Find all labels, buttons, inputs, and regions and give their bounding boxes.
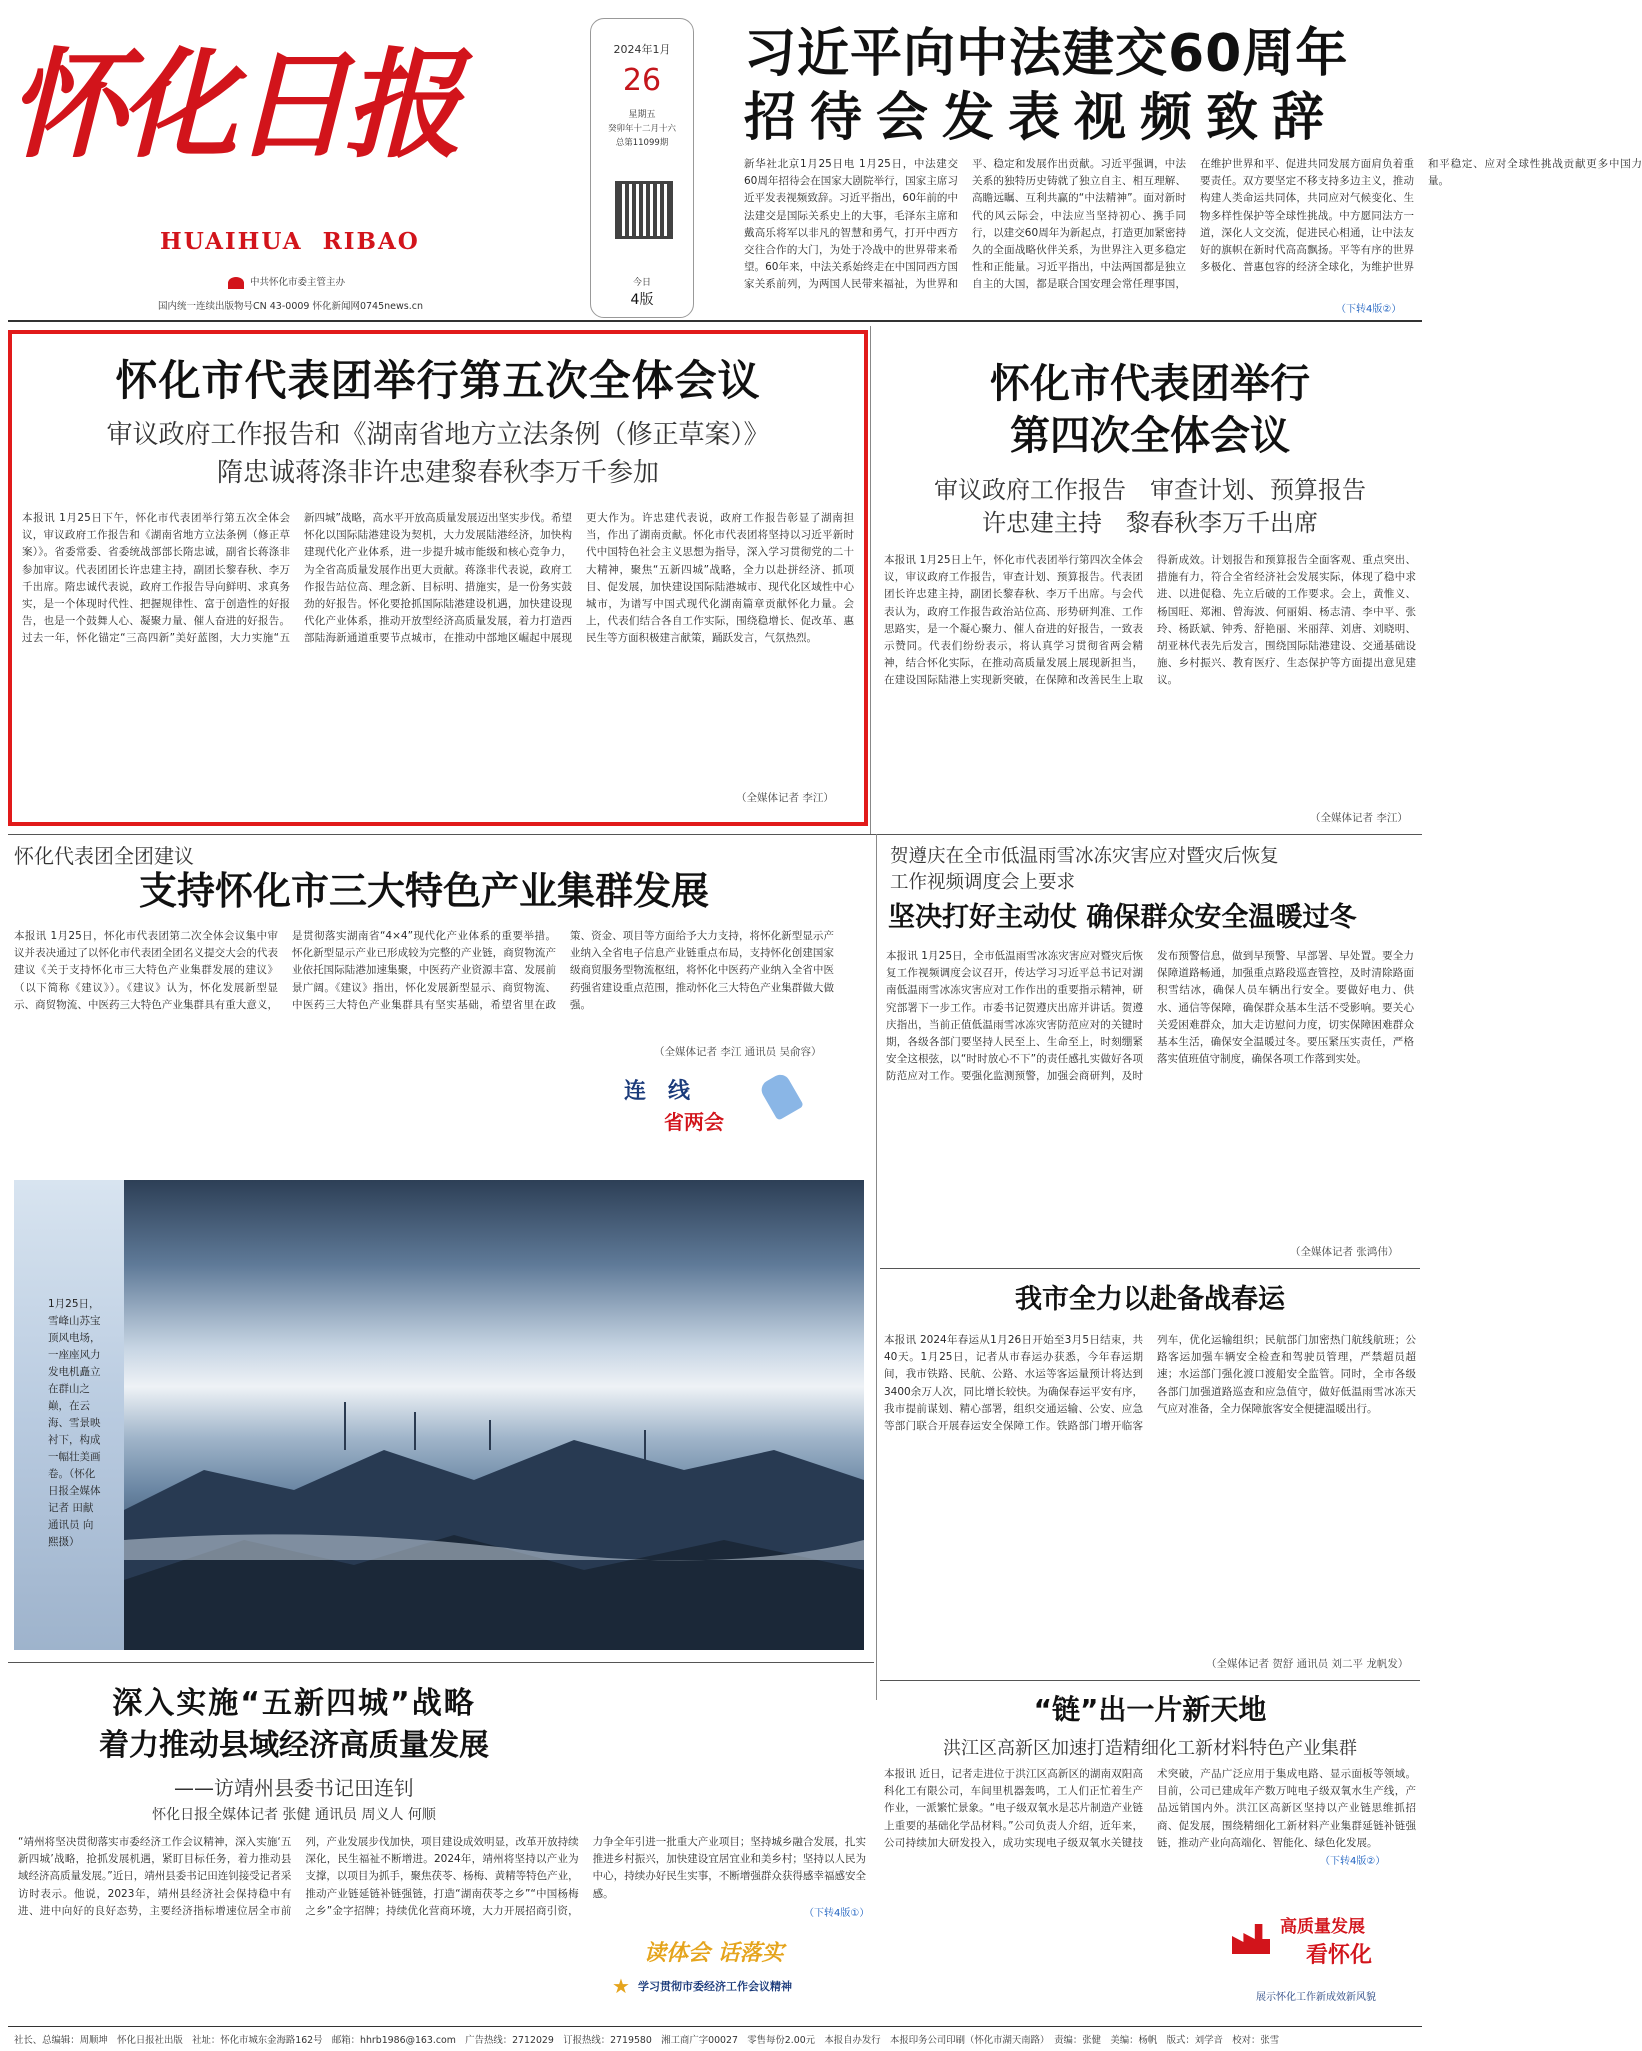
- factory-icon: [1232, 1924, 1270, 1954]
- story-d-body: 本报讯 1月25日，全市低温雨雪冰冻灾害应对暨灾后恢复工作视频调度会议召开，传达学习习近平总书记对湖南低温雨雪冰冻灾害应对工作作出的重要指示精神，研究部署下一步工作。市委书记贺遵庆出席并讲话。贺遵庆指出，当前正值低温雨雪冰冻灾害防范应对的关键时期，各级各部门要坚持人民至上、生命至上，时刻绷紧安全这根弦，以“时时放心不下”的责任感扎实做好各项防范应对工作。要强化监测预警，加强会商研判，及时发布预警信息，做到早预警、早部署、早处置。要全力保障道路畅通，加强重点路段巡查管控，及时清除路面积雪结冰，确保人员车辆出行安全。要做好电力、供水、通信等保障，确保群众基本生活不受影响。要关心关爱困难群众，加大走访慰问力度，切实保障困难群众基本生活，确保安全温暖过冬。要压紧压实责任，严格落实值班值守制度，确保各项工作落到实处。: [886, 950, 1414, 1083]
- publisher-logo-icon: [228, 277, 244, 289]
- weekday: 星期五: [628, 110, 656, 120]
- publisher: 中共怀化市委主管主办: [250, 277, 346, 288]
- wind-turbine-icon: [414, 1412, 416, 1450]
- story-b-body: 本报讯 1月25日上午，怀化市代表团举行第四次全体会议，审议政府工作报告，审查计划、预算报告。代表团团长许忠建主持，副团长黎春秋、李万千出席。与会代表认为，政府工作报告政治站位高、形势研判准、工作思路实，是一个凝心聚力、催人奋进的好报告，一致表示赞同。代表们纷纷表示，将认真学习贯彻省两会精神，结合怀化实际，在推动高质量发展上展现新担当，在建设国际陆港上实现新突破，在保障和改善民生上取得新成效。计划报告和预算报告全面客观、重点突出、措施有力，符合全省经济社会发展实际，体现了稳中求进、以进促稳、先立后破的工作要求。会上，黄惟义、杨国旺、郑湘、曾海波、何丽娟、杨志清、李中平、张玲、杨跃斌、钟秀、舒艳丽、米丽萍、刘唐、刘晓明、胡亚林代表先后发言，围绕国际陆港建设、交通基础设施、乡村振兴、教育医疗、生态保护等方面提出意见建议。: [884, 554, 1416, 687]
- story-b-subtitle: 审议政府工作报告 审查计划、预算报告: [934, 476, 1366, 504]
- wind-turbine-icon: [344, 1402, 346, 1450]
- star-icon: ★: [612, 1974, 630, 1998]
- lunar-date: 癸卯年十二月十六: [607, 124, 676, 134]
- story-g-jump-link[interactable]: （下转4版②）: [1316, 1852, 1385, 1867]
- story-c-kicker: 怀化代表团全团建议: [14, 844, 194, 868]
- story-d-byline: （全媒体记者 张鸿伟）: [1290, 1246, 1399, 1258]
- pages-label: 今日: [632, 278, 651, 288]
- story-f-body: “靖州将坚决贯彻落实市委经济工作会议精神，深入实施‘五新四城’战略，抢抓发展机遇，紧盯目标任务，着力推动县域经济高质量发展。”近日，靖州县委书记田连钊接受记者采访时表示。他说，2023年，靖州县经济社会保持稳中有进、进中向好的良好态势，主要经济指标增速位居全市前列，产业发展步伐加快，项目建设成效明显，改革开放持续深化，民生福祉不断增进。2024年，靖州将坚持以产业为支撑，以项目为抓手，聚焦茯苓、杨梅、黄精等特色产业，推动产业链延链补链强链，打造“湖南茯苓之乡”“中国杨梅之乡”金字招牌；持续优化营商环境，大力开展招商引资，力争全年引进一批重大产业项目；坚持城乡融合发展，扎实推进乡村振兴，加快建设宜居宜业和美乡村；坚持以人民为中心，持续办好民生实事，不断增强群众获得感幸福感安全感。: [18, 1836, 866, 1917]
- registration-info: 国内统一连续出版物号CN 43-0009 怀化新闻网0745news.cn: [158, 301, 423, 312]
- story-b-byline: （全媒体记者 李江）: [1310, 812, 1408, 824]
- story-f-title-line2[interactable]: 着力推动县域经济高质量发展: [99, 1728, 489, 1763]
- story-f-byline: 怀化日报全媒体记者 张健 通讯员 周义人 何顺: [152, 1807, 436, 1823]
- top-story-title-line1[interactable]: 习近平向中法建交60周年: [744, 24, 1349, 84]
- top-story-body: 新华社北京1月25日电 1月25日，中法建交60周年招待会在国家大剧院举行，国家主席习近平发表视频致辞。习近平指出，60年前的中法建交是国际关系史上的大事，毛泽东主席和戴高乐将军以非凡的智慧和勇气，打开中西方交往合作的大门，为处于冷战中的世界带来希望。60年来，中法关系始终走在中国同西方国家关系前列，为两国人民带来福祉，为世界和平、稳定和发展作出贡献。习近平强调，中法关系的独特历史铸就了独立自主、相互理解、高瞻远瞩、互利共赢的“中法精神”。面对新时代的风云际会，中法应当坚持初心、携手同行，以建交60周年为新起点，打造更加紧密持久的全面战略伙伴关系，为世界注入更多稳定性和正能量。习近平指出，中法两国都是独立自主的大国，都是联合国安理会常任理事国，在维护世界和平、促进共同发展方面肩负着重要责任。双方要坚定不移支持多边主义，推动构建人类命运共同体，共同应对气候变化、生物多样性保护等全球性挑战。中方愿同法方一道，深化人文交流，促进民心相通，让中法友好的旗帜在新时代高高飘扬。平等有序的世界多极化、普惠包容的经济全球化，为维护世界和平稳定、应对全球性挑战贡献更多中国力量。: [744, 158, 1642, 291]
- story-c-byline: （全媒体记者 李江 通讯员 吴俞容）: [650, 1044, 822, 1059]
- story-b-title-line1[interactable]: 怀化市代表团举行: [990, 361, 1310, 407]
- microphone-icon: [758, 1071, 804, 1121]
- story-a-byline: （全媒体记者 李江）: [736, 792, 834, 804]
- story-a-title[interactable]: 怀化市代表团举行第五次全体会议: [115, 356, 761, 405]
- gzl-badge-line3: 展示怀化工作新成效新风貌: [1256, 1992, 1376, 2003]
- dutihui-badge-line2: 学习贯彻市委经济工作会议精神: [638, 1980, 792, 1993]
- gzl-badge: [1226, 1896, 1422, 2014]
- story-e-body: 本报讯 2024年春运从1月26日开始至3月5日结束，共40天。1月25日，记者从市春运办获悉，今年春运期间，我市铁路、民航、公路、水运等客运量预计将达到3400余万人次，同比增长较快。为确保春运平安有序，我市提前谋划、精心部署，组织交通运输、公安、应急等部门联合开展春运安全保障工作。铁路部门增开临客列车，优化运输组织；民航部门加密热门航线航班；公路客运加强车辆安全检查和驾驶员管理，严禁超员超速；水运部门强化渡口渡船安全监管。同时，全市各级各部门加强道路巡查和应急值守，做好低温雨雪冰冻天气应对准备，全力保障旅客安全便捷温暖出行。: [884, 1334, 1416, 1433]
- lianxian-badge-line1: 连 线: [624, 1079, 691, 1104]
- gzl-badge-line1: 高质量发展: [1280, 1917, 1365, 1937]
- lianxian-badge: [610, 1070, 810, 1140]
- wind-turbine-icon: [644, 1430, 646, 1460]
- story-d-top-line1: 贺遵庆在全市低温雨雪冰冻灾害应对暨灾后恢复: [890, 846, 1279, 867]
- story-b-attendees: 许忠建主持 黎春秋李万千出席: [982, 509, 1318, 537]
- story-a-subtitle: 审议政府工作报告和《湖南省地方立法条例（修正草案）》: [106, 420, 770, 450]
- story-f-subtitle: ——访靖州县委书记田连钊: [174, 1776, 414, 1800]
- story-c-body: 本报讯 1月25日，怀化市代表团第二次全体会议集中审议并表决通过了以怀化市代表团全团名义提交大会的代表建议《关于支持怀化市三大特色产业集群发展的建议》（以下简称《建议》）。《建议》认为，怀化发展新型显示、商贸物流、中医药三大特色产业集群具有重大意义，是贯彻落实湖南省“4×4”现代化产业体系的重要举措。怀化新型显示产业已形成较为完整的产业链，商贸物流产业依托国际陆港加速集聚，中医药产业资源丰富、发展前景广阔。《建议》指出，怀化发展新型显示、商贸物流、中医药三大特色产业集群具有坚实基础，希望省里在政策、资金、项目等方面给予大力支持，将怀化新型显示产业纳入全省电子信息产业链重点布局，支持怀化创建国家级商贸服务型物流枢纽，将怀化中医药产业纳入全省中医药强省建设重点范围，推动怀化三大特色产业集群做大做强。: [14, 930, 834, 1011]
- dutihui-badge-line1: 读体会 话落实: [644, 1941, 784, 1966]
- dutihui-badge: [598, 1930, 848, 2014]
- date-year-month: 2024年1月: [613, 43, 671, 56]
- story-e-title[interactable]: 我市全力以赴备战春运: [1015, 1284, 1285, 1315]
- landscape-photo: [124, 1180, 864, 1650]
- story-c-title[interactable]: 支持怀化市三大特色产业集群发展: [138, 869, 709, 913]
- story-g-title[interactable]: “链”出一片新天地: [1033, 1693, 1267, 1726]
- story-f-title-line1[interactable]: 深入实施“五新四城”战略: [112, 1686, 476, 1721]
- wind-turbine-icon: [489, 1420, 491, 1450]
- story-d-title[interactable]: 坚决打好主动仗 确保群众安全温暖过冬: [888, 902, 1357, 933]
- issue-number: 总第11099期: [615, 138, 669, 148]
- story-g-body: 本报讯 近日，记者走进位于洪江区高新区的湖南双阳高科化工有限公司，车间里机器轰鸣，工人们正忙着生产作业，一派繁忙景象。“电子级双氧水是芯片制造产业链上重要的基础化学品材料。”公司负责人介绍，近年来，公司持续加大研发投入，成功实现电子级双氧水关键技术突破，产品广泛应用于集成电路、显示面板等领域。目前，公司已建成年产数万吨电子级双氧水生产线，产品远销国内外。洪江区高新区坚持以产业链思维抓招商、促发展，围绕精细化工新材料产业集群延链补链强链，推动产业向高端化、智能化、绿色化发展。: [884, 1768, 1416, 1849]
- top-story-title-line2[interactable]: 招待会发表视频致辞: [744, 88, 1339, 148]
- story-a-attendees: 隋忠诚蒋涤非许忠建黎春秋李万千参加: [216, 458, 659, 488]
- top-story-jump-link[interactable]: （下转4版②）: [1336, 304, 1402, 315]
- date-box: [590, 18, 694, 318]
- lianxian-badge-line2: 省两会: [664, 1110, 724, 1134]
- story-e-byline: （全媒体记者 贺舒 通讯员 刘二平 龙帆发）: [1206, 1658, 1409, 1670]
- story-b-title-line2[interactable]: 第四次全体会议: [1010, 413, 1290, 459]
- story-g-subtitle: 洪江区高新区加速打造精细化工新材料特色产业集群: [943, 1738, 1357, 1759]
- newspaper-pinyin: HUAIHUA RIBAO: [160, 228, 420, 255]
- story-f-jump-link[interactable]: （下转4版①）: [800, 1904, 869, 1919]
- photo-caption: 1月25日，雪峰山苏宝顶风电场，一座座风力发电机矗立在群山之巅，在云海、雪景映衬下，构成一幅壮美画卷。（怀化日报全媒体记者 田献 通讯员 向熙摄）: [48, 1298, 101, 1548]
- gzl-badge-line2: 看怀化: [1306, 1943, 1373, 1968]
- newspaper-logo: 怀化日报: [8, 35, 457, 174]
- pages-count: 4版: [630, 292, 654, 308]
- qr-code-icon[interactable]: [615, 181, 673, 239]
- story-d-top-line2: 工作视频调度会上要求: [890, 872, 1076, 893]
- date-day: 26: [622, 63, 662, 98]
- story-a-body: 本报讯 1月25日下午，怀化市代表团举行第五次全体会议，审议政府工作报告和《湖南省地方立法条例（修正草案）》。省委常委、省委统战部部长隋忠诚，副省长蒋涤非参加审议。代表团团长许忠建主持，副团长黎春秋、李万千出席。隋忠诚代表说，政府工作报告导向鲜明、求真务实，是一个体现时代性、把握规律性、富于创造性的好报告，也是一个鼓舞人心、凝聚力量、催人奋进的好报告。过去一年，怀化锚定“三高四新”美好蓝图，大力实施“五新四城”战略，高水平开放高质量发展迈出坚实步伐。希望怀化以国际陆港建设为契机，大力发展陆港经济，加快构建现代化产业体系，进一步提升城市能级和核心竞争力，为全省高质量发展作出更大贡献。蒋涤非代表说，政府工作报告站位高、理念新、目标明、措施实，是一份务实鼓劲的好报告。怀化要抢抓国际陆港建设机遇，加快建设现代化产业体系，推动开放型经济高质量发展，着力打造西部陆海新通道重要节点城市，在推动中部地区崛起中展现更大作为。许忠建代表说，政府工作报告彰显了湖南担当，作出了湖南贡献。怀化市代表团将坚持以习近平新时代中国特色社会主义思想为指导，深入学习贯彻党的二十大精神，聚焦“五新四城”战略，全力以赴拼经济、抓项目、促发展，加快建设国际陆港城市、现代化区域性中心城市，为谱写中国式现代化湖南篇章贡献怀化力量。会上，代表们结合各自工作实际，围绕稳增长、促改革、惠民生等方面积极建言献策，踊跃发言，气氛热烈。: [22, 512, 854, 645]
- footer-info: 社长、总编辑：周顺坤 怀化日报社出版 社址：怀化市城东金海路162号 邮箱：hhrb1986@163.com 广告热线：2712029 订报热线：2719580 湘工商广字00027 零售每份2.00元 本报自办发行 本报印务公司印刷（怀化市湖天南路） 责编：张健 美编：杨帆 版式：刘学音 校对：张雪: [14, 2035, 1280, 2046]
